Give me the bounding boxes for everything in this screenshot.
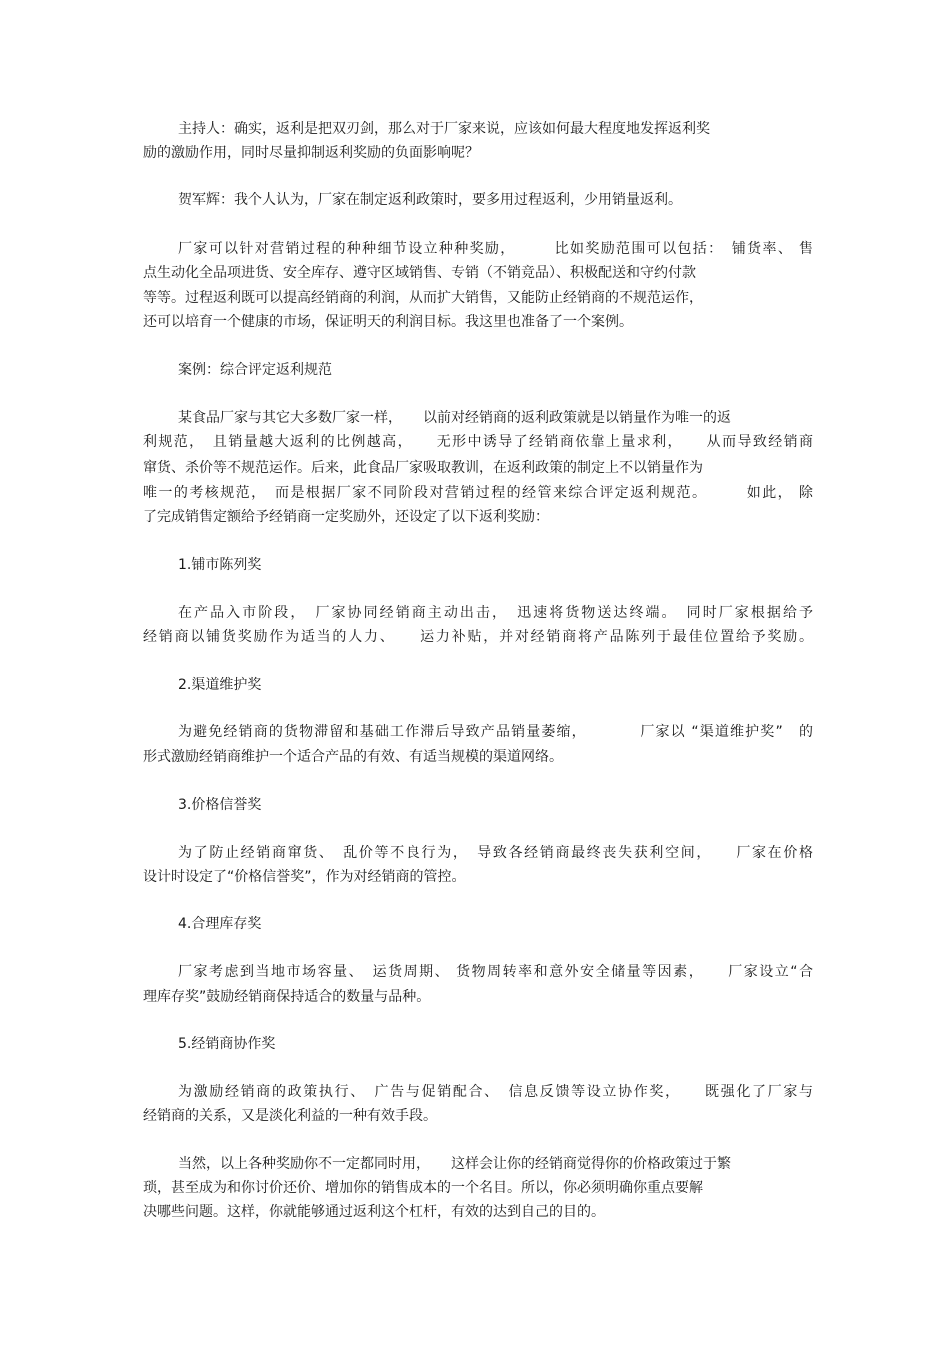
case-body-line: 窜货、杀价等不规范运作。后来，此食品厂家吸取教训，在返利政策的制定上不以销量作为 <box>143 460 703 476</box>
reward-3-body-line: 设计时设定了“价格信誉奖”，作为对经销商的管控。 <box>143 869 466 885</box>
reward-5-body-line: 为激励经销商的政策执行、 广告与促销配合、 信息反馈等设立协作奖， 既强化了厂家与 <box>178 1084 813 1100</box>
reward-4-body-line: 理库存奖”鼓励经销商保持适合的数量与品种。 <box>143 989 431 1005</box>
explanation-line: 点生动化全品项进货、安全库存、遵守区域销售、专销（不销竞品）、积极配送和守约付款 <box>143 265 696 281</box>
reward-4-title: 4.合理库存奖 <box>178 916 262 932</box>
reward-1-title: 1.铺市陈列奖 <box>178 557 262 573</box>
reward-1-body-line: 在产品入市阶段， 厂家协同经销商主动出击， 迅速将货物送达终端。 同时厂家根据给予 <box>178 605 813 621</box>
reward-3-title: 3.价格信誉奖 <box>178 797 262 813</box>
conclusion-line: 琐，甚至成为和你讨价还价、增加你的销售成本的一个名目。所以，你必须明确你重点要解 <box>143 1180 703 1196</box>
reward-2-body-line: 为避免经销商的货物滞留和基础工作滞后导致产品销量萎缩， 厂家以 “渠道维护奖” 的 <box>178 724 813 740</box>
answer-line: 贺军辉：我个人认为，厂家在制定返利政策时，要多用过程返利，少用销量返利。 <box>178 192 682 208</box>
reward-1-body-line: 经销商以铺货奖励作为适当的人力、 运力补贴，并对经销商将产品陈列于最佳位置给予奖励。 <box>143 629 813 645</box>
host-question-line: 励的激励作用，同时尽量抑制返利奖励的负面影响呢？ <box>143 145 479 161</box>
conclusion-line: 决哪些问题。这样，你就能够通过返利这个杠杆，有效的达到自己的目的。 <box>143 1204 605 1220</box>
case-body-line: 某食品厂家与其它大多数厂家一样， 以前对经销商的返利政策就是以销量作为唯一的返 <box>178 410 731 426</box>
case-body-line: 利规范， 且销量越大返利的比例越高， 无形中诱导了经销商依靠上量求利， 从而导致经销商 <box>143 434 813 450</box>
reward-2-title: 2.渠道维护奖 <box>178 677 262 693</box>
case-body-line: 唯一的考核规范， 而是根据厂家不同阶段对营销过程的经管来综合评定返利规范。 如此， 除 <box>143 485 813 501</box>
host-question-line: 主持人：确实，返利是把双刃剑，那么对于厂家来说，应该如何最大程度地发挥返利奖 <box>178 121 710 137</box>
reward-5-title: 5.经销商协作奖 <box>178 1036 276 1052</box>
reward-3-body-line: 为了防止经销商窜货、 乱价等不良行为， 导致各经销商最终丧失获利空间， 厂家在价格 <box>178 845 813 861</box>
conclusion-line: 当然，以上各种奖励你不一定都同时用， 这样会让你的经销商觉得你的价格政策过于繁 <box>178 1156 731 1172</box>
explanation-line: 厂家可以针对营销过程的种种细节设立种种奖励， 比如奖励范围可以包括： 铺货率、 售 <box>178 241 813 257</box>
reward-4-body-line: 厂家考虑到当地市场容量、 运货周期、 货物周转率和意外安全储量等因素， 厂家设立“合 <box>178 964 813 980</box>
case-body-line: 了完成销售定额给予经销商一定奖励外，还设定了以下返利奖励： <box>143 509 549 525</box>
reward-2-body-line: 形式激励经销商维护一个适合产品的有效、有适当规模的渠道网络。 <box>143 749 563 765</box>
reward-5-body-line: 经销商的关系，又是淡化利益的一种有效手段。 <box>143 1108 437 1124</box>
case-title: 案例：综合评定返利规范 <box>178 362 332 378</box>
explanation-line: 等等。过程返利既可以提高经销商的利润，从而扩大销售，又能防止经销商的不规范运作， <box>143 290 703 306</box>
explanation-line: 还可以培育一个健康的市场，保证明天的利润目标。我这里也准备了一个案例。 <box>143 314 633 330</box>
